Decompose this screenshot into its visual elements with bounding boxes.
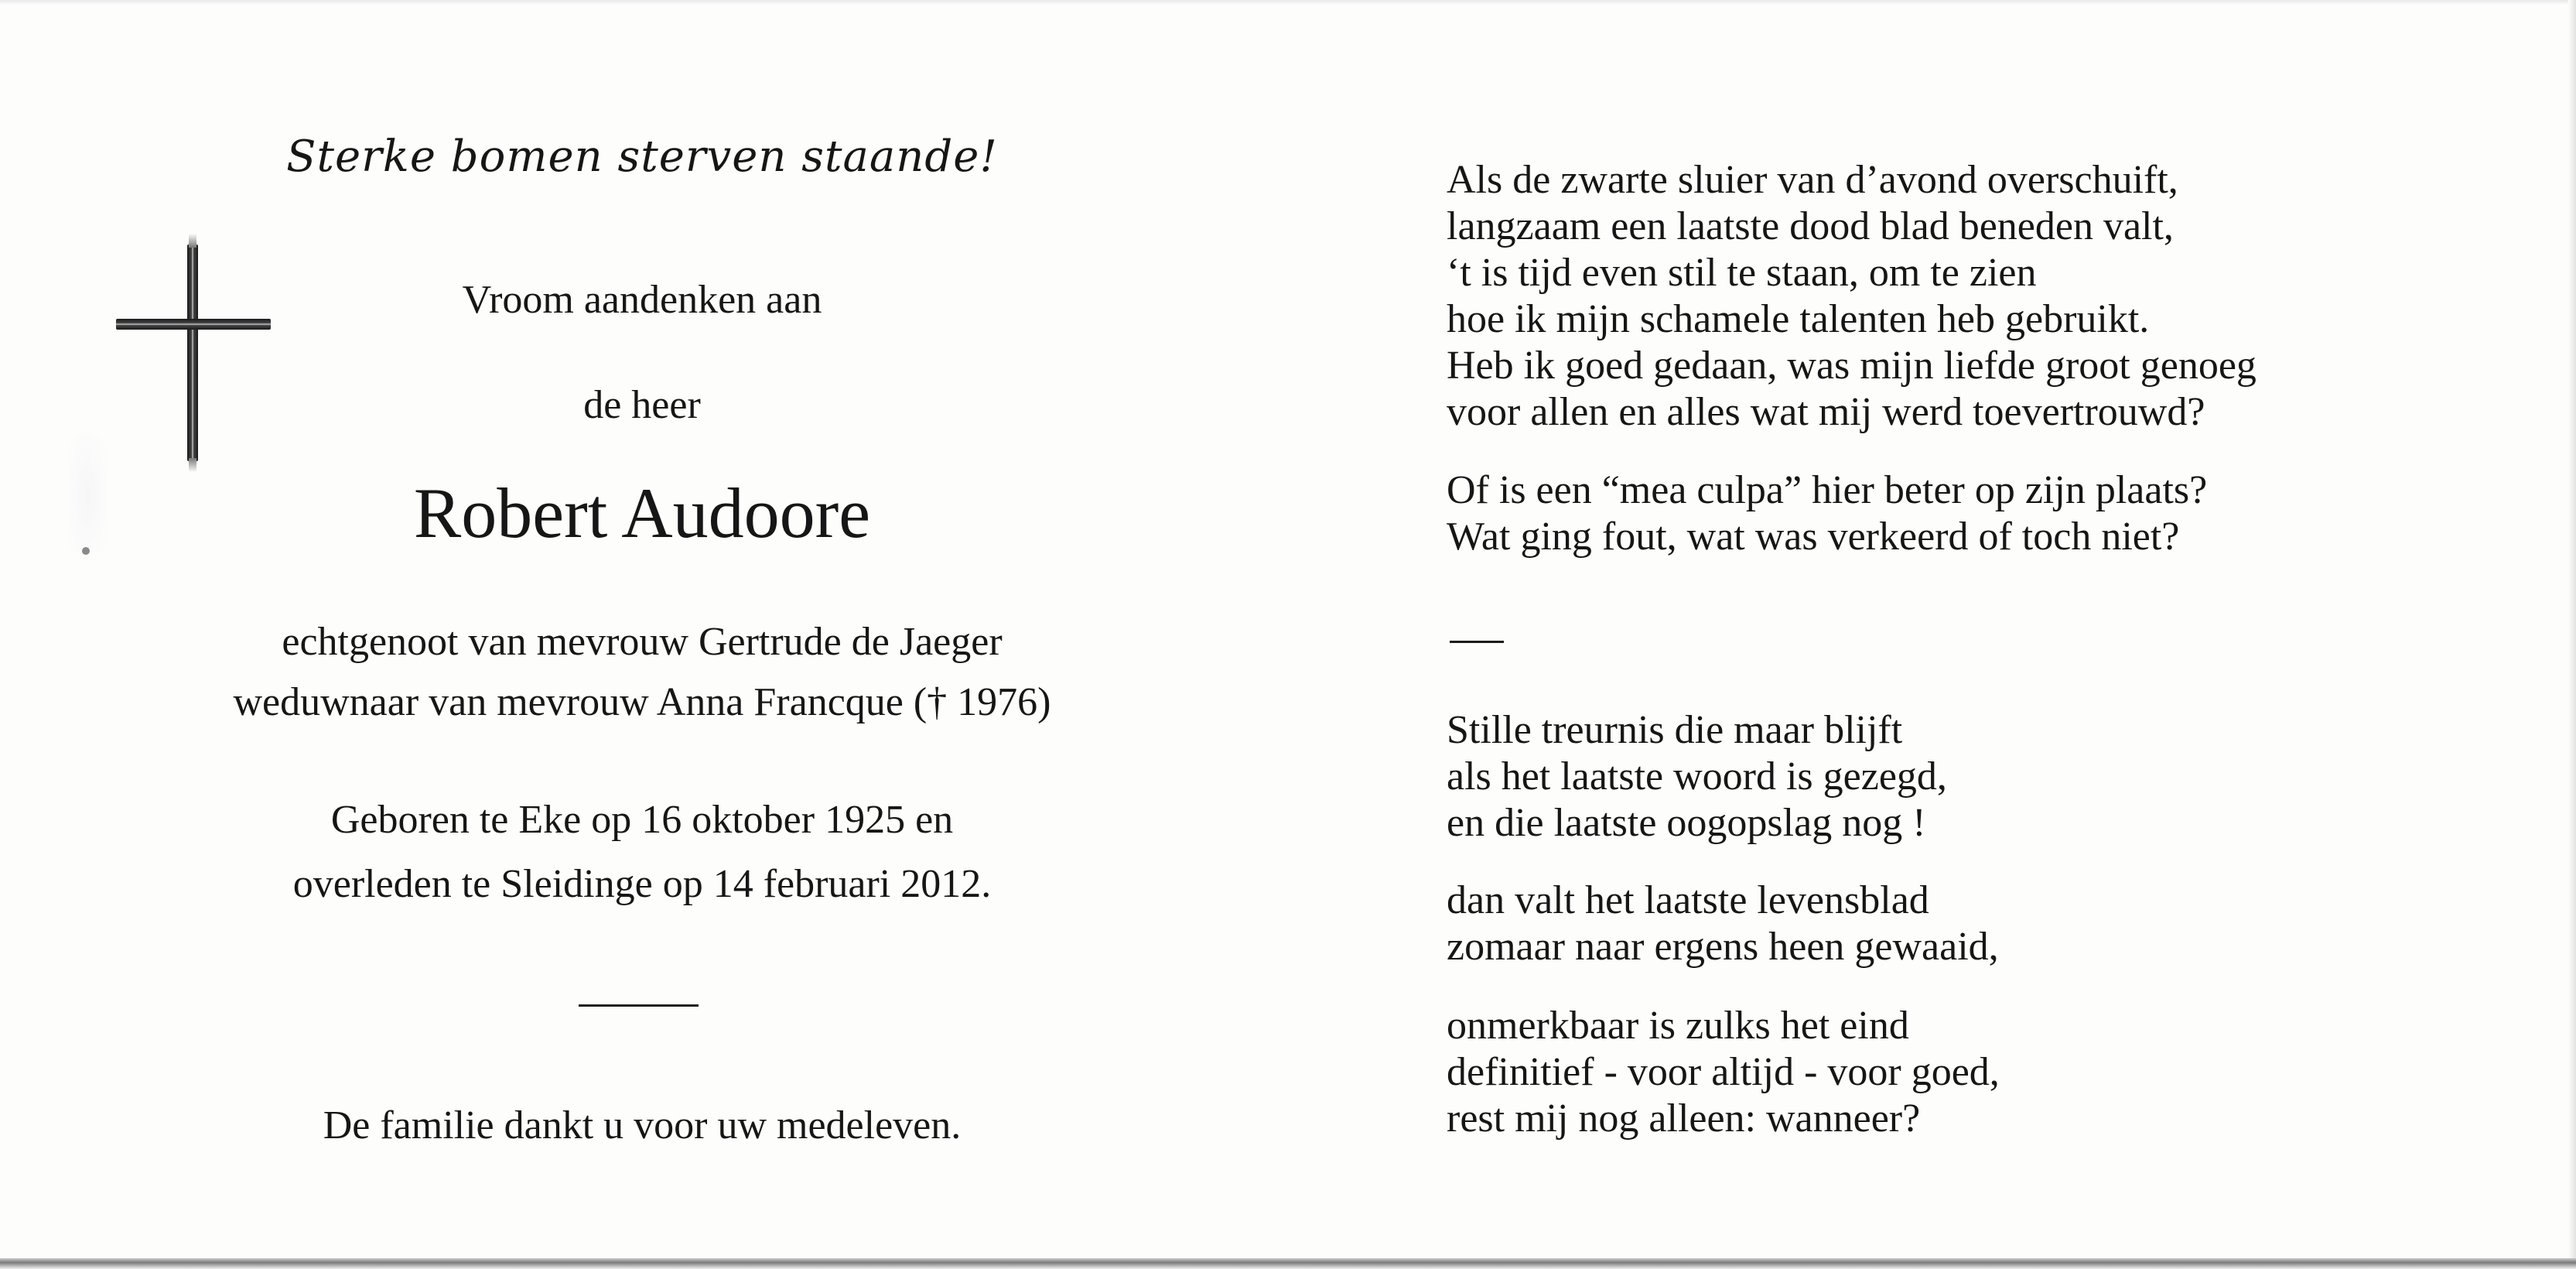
right-divider [1450,641,1504,643]
poem-line: voor allen en alles wat mij werd toevertrouwd? [1447,390,2205,434]
memorial-heading: Vroom aandenken aan [462,278,822,322]
poem-stanza [1447,707,2545,847]
poem-line: als het laatste woord is gezegd, [1447,754,1947,799]
poem-line: ‘t is tijd even stil te staan, om te zien [1447,251,2037,295]
poem-line: langzaam een laatste dood blad beneden valt, [1447,204,2174,248]
poem-line: dan valt het laatste levensblad [1447,878,1929,922]
birth-line: Geboren te Eke op 16 oktober 1925 en [330,798,954,842]
poem-line: onmerkbaar is zulks het eind [1447,1004,1909,1048]
poem-stanza [1447,157,2545,436]
spouse-line: echtgenoot van mevrouw Gertrude de Jaeger [282,620,1003,664]
motto: Sterke bomen sterven staande! [286,132,998,182]
punch-dot [82,547,90,555]
poem-line: definitief - voor altijd - voor goed, [1447,1050,2000,1094]
poem-line: Stille treurnis die maar blijft [1447,708,1903,752]
poem-line: hoe ik mijn schamele talenten heb gebruikt. [1447,297,2150,341]
deceased-name: Robert Audoore [413,474,871,552]
card-bottom-edge [0,1258,2576,1269]
card-right-edge [2568,0,2576,1269]
left-divider [579,1004,699,1007]
card-top-edge [0,0,2576,5]
poem-stanza [1447,1003,2545,1142]
poem-line: Heb ik goed gedaan, was mijn liefde groot genoeg [1447,344,2257,388]
poem-line: en die laatste oogopslag nog ! [1447,801,1926,845]
honorific: de heer [583,383,701,427]
poem-line: Wat ging fout, wat was verkeerd of toch niet? [1447,515,2180,559]
widower-line: weduwnaar van mevrouw Anna Francque († 1976) [233,680,1051,724]
poem-line: rest mij nog alleen: wanneer? [1447,1096,1921,1141]
poem-line: Of is een “mea culpa” hier beter op zijn plaats? [1447,468,2208,512]
poem-stanza [1447,877,2545,970]
poem-line: zomaar naar ergens heen gewaaid, [1447,925,1999,969]
poem-stanza [1447,467,2545,560]
thanks-line: De familie dankt u voor uw medeleven. [323,1103,962,1148]
death-line: overleden te Sleidinge op 14 februari 2012. [292,862,992,906]
poem-line: Als de zwarte sluier van d’avond overschuift, [1447,158,2178,202]
